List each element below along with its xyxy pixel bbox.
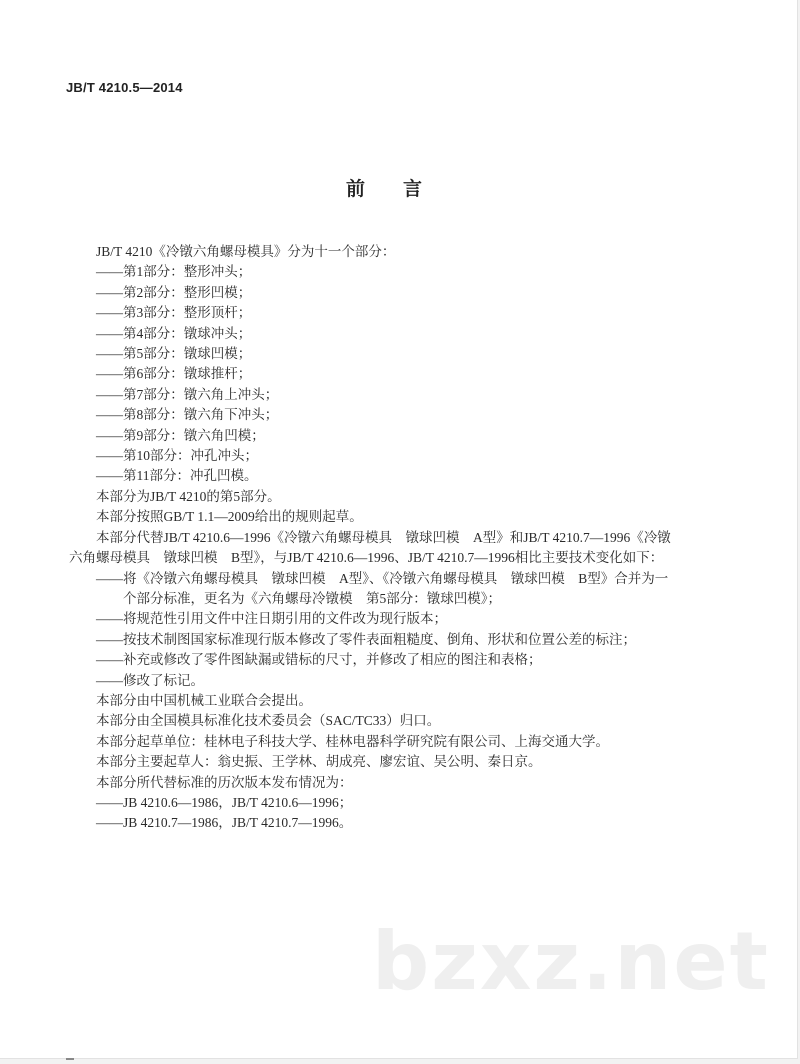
- standard-number: JB/T 4210.5—2014: [66, 80, 183, 95]
- part-item: ——第11部分：冲孔凹模。: [96, 468, 258, 484]
- administered-by-statement: 本部分由全国模具标准化技术委员会（SAC/TC33）归口。: [96, 713, 441, 729]
- this-part-statement: 本部分为JB/T 4210的第5部分。: [96, 488, 281, 504]
- part-item: ——第2部分：整形凹模；: [96, 284, 252, 300]
- part-item: ——第3部分：整形顶杆；: [96, 305, 252, 321]
- parts-list: [96, 262, 736, 486]
- drafting-rule-statement: 本部分按照GB/T 1.1—2009给出的规则起草。: [96, 509, 363, 525]
- part-item: ——第5部分：镦球凹模；: [96, 346, 252, 362]
- part-item: ——第4部分：镦球冲头；: [96, 325, 252, 341]
- history-item: ——JB 4210.6—1986，JB/T 4210.6—1996；: [96, 794, 353, 810]
- part-item: ——第9部分：镦六角凹模；: [96, 427, 265, 443]
- history-list: [96, 793, 736, 834]
- watermark: bzxz.net: [372, 915, 770, 1008]
- change-item: ——补充或修改了零件图缺漏或错标的尺寸，并修改了相应的图注和表格；: [96, 652, 542, 668]
- proposed-by-statement: 本部分由中国机械工业联合会提出。: [96, 692, 312, 708]
- drafters-statement: 本部分主要起草人：翁史振、王学林、胡成亮、廖宏谊、吴公明、秦日京。: [96, 754, 542, 770]
- change-item: ——将规范性引用文件中注日期引用的文件改为现行版本；: [96, 611, 447, 627]
- part-item: ——第1部分：整形冲头；: [96, 264, 252, 280]
- drafting-units-statement: 本部分起草单位：桂林电子科技大学、桂林电器科学研究院有限公司、上海交通大学。: [96, 733, 609, 749]
- part-item: ——第7部分：镦六角上冲头；: [96, 386, 279, 402]
- change-item: ——将《冷镦六角螺母模具 镦球凹模 A型》、《冷镦六角螺母模具 镦球凹模 B型》合并为一: [96, 570, 669, 586]
- history-item: ——JB 4210.7—1986，JB/T 4210.7—1996。: [96, 815, 353, 831]
- replaces-statement-line1: 本部分代替JB/T 4210.6—1996《冷镦六角螺母模具 镦球凹模 A型》和JB/T 4210.7—1996《冷镦: [96, 529, 671, 545]
- change-item: ——按技术制图国家标准现行版本修改了零件表面粗糙度、倒角、形状和位置公差的标注；: [96, 631, 636, 647]
- page-title: 前言: [346, 178, 461, 200]
- page-edge-mark: [66, 1058, 74, 1060]
- change-item: ——修改了标记。: [96, 672, 204, 688]
- replaces-statement-line2: 六角螺母模具 镦球凹模 B型》，与JB/T 4210.6—1996、JB/T 4210.7—1996相比主要技术变化如下：: [69, 550, 664, 566]
- history-intro: 本部分所代替标准的历次版本发布情况为：: [96, 774, 353, 790]
- intro-line: JB/T 4210《冷镦六角螺母模具》分为十一个部分：: [96, 244, 396, 259]
- part-item: ——第10部分：冲孔冲头；: [96, 448, 258, 464]
- changes-list: [96, 569, 736, 691]
- part-item: ——第8部分：镦六角下冲头；: [96, 407, 279, 423]
- change-item-continuation: 个部分标准，更名为《六角螺母冷镦模 第5部分：镦球凹模》；: [123, 590, 501, 606]
- foreword-body: [69, 242, 736, 834]
- part-item: ——第6部分：镦球推杆；: [96, 366, 252, 382]
